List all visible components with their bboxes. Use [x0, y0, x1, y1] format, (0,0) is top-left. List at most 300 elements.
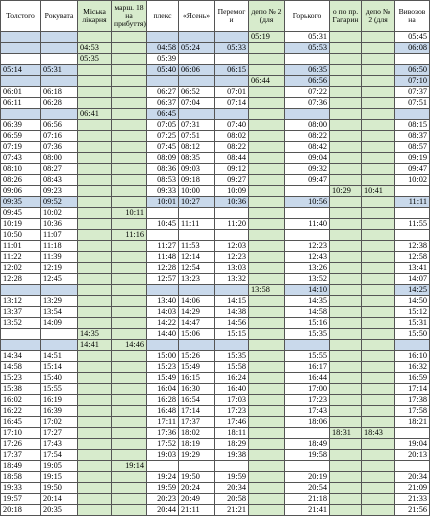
time-cell: 18:11: [215, 428, 249, 439]
time-cell: 16:45: [1, 417, 41, 428]
time-cell: [215, 208, 249, 219]
time-cell: [78, 208, 112, 219]
time-cell: 19:59: [147, 483, 179, 494]
time-cell: 05:19: [249, 32, 285, 43]
table-row: [1, 164, 430, 175]
time-cell: [395, 428, 430, 439]
time-cell: [249, 241, 285, 252]
time-cell: 06:39: [1, 120, 41, 131]
time-cell: 07:14: [215, 98, 249, 109]
time-cell: [362, 208, 395, 219]
time-cell: [249, 318, 285, 329]
time-cell: 20:44: [147, 505, 179, 516]
time-cell: [112, 329, 147, 340]
time-cell: [112, 186, 147, 197]
time-cell: [249, 175, 285, 186]
time-cell: 08:15: [395, 120, 430, 131]
time-cell: 20:19: [285, 472, 330, 483]
time-cell: 11:22: [1, 252, 41, 263]
time-cell: 08:27: [41, 164, 78, 175]
time-cell: 11:11: [395, 197, 430, 208]
time-cell: 10:50: [1, 230, 41, 241]
time-cell: [249, 230, 285, 241]
table-row: [1, 406, 430, 417]
table-row: [1, 109, 430, 120]
time-cell: [78, 472, 112, 483]
time-cell: [78, 230, 112, 241]
time-cell: [78, 252, 112, 263]
time-cell: 18:29: [215, 439, 249, 450]
time-cell: 14:58: [1, 362, 41, 373]
time-cell: 07:05: [147, 120, 179, 131]
time-cell: 16:30: [179, 384, 215, 395]
time-cell: 09:52: [41, 197, 78, 208]
time-cell: [330, 197, 362, 208]
time-cell: [112, 395, 147, 406]
time-cell: 08:43: [41, 175, 78, 186]
time-cell: [362, 54, 395, 65]
time-cell: 15:15: [215, 329, 249, 340]
time-cell: [112, 439, 147, 450]
time-cell: 13:54: [41, 307, 78, 318]
time-cell: [362, 483, 395, 494]
time-cell: [249, 428, 285, 439]
time-cell: [249, 296, 285, 307]
time-cell: 07:31: [179, 120, 215, 131]
time-cell: [215, 54, 249, 65]
time-cell: 21:56: [395, 505, 430, 516]
time-cell: [362, 98, 395, 109]
time-cell: 07:36: [41, 142, 78, 153]
time-cell: [179, 461, 215, 472]
time-cell: 06:06: [179, 65, 215, 76]
time-cell: [112, 505, 147, 516]
time-cell: [78, 483, 112, 494]
time-cell: 17:00: [285, 384, 330, 395]
time-cell: [330, 230, 362, 241]
time-cell: 12:43: [285, 252, 330, 263]
time-cell: [78, 285, 112, 296]
table-row: [1, 76, 430, 87]
time-cell: [249, 384, 285, 395]
time-cell: 09:45: [1, 208, 41, 219]
time-cell: [330, 164, 362, 175]
time-cell: [112, 219, 147, 230]
time-cell: [249, 362, 285, 373]
time-cell: [249, 142, 285, 153]
stop-header-11: Вивозов на: [395, 1, 430, 32]
time-cell: [112, 351, 147, 362]
time-cell: 08:57: [395, 142, 430, 153]
time-cell: [249, 54, 285, 65]
table-row: [1, 208, 430, 219]
time-cell: [362, 406, 395, 417]
time-cell: [249, 340, 285, 351]
time-cell: 10:27: [179, 197, 215, 208]
time-cell: [362, 175, 395, 186]
time-cell: [249, 406, 285, 417]
time-cell: 15:50: [395, 329, 430, 340]
time-cell: [330, 318, 362, 329]
time-cell: [78, 153, 112, 164]
time-cell: 17:14: [179, 406, 215, 417]
time-cell: [249, 461, 285, 472]
time-cell: 19:15: [41, 472, 78, 483]
time-cell: [249, 65, 285, 76]
time-cell: 10:02: [41, 208, 78, 219]
time-cell: [330, 175, 362, 186]
time-cell: 07:37: [395, 87, 430, 98]
table-row: [1, 450, 430, 461]
time-cell: [41, 54, 78, 65]
time-cell: [362, 472, 395, 483]
time-cell: 12:28: [1, 274, 41, 285]
time-cell: [41, 43, 78, 54]
time-cell: 20:58: [215, 494, 249, 505]
time-cell: [330, 274, 362, 285]
time-cell: 06:50: [395, 65, 430, 76]
time-cell: [78, 197, 112, 208]
time-cell: [330, 450, 362, 461]
time-cell: [330, 505, 362, 516]
time-cell: [78, 428, 112, 439]
time-cell: 08:22: [285, 131, 330, 142]
time-cell: [362, 241, 395, 252]
time-cell: [112, 153, 147, 164]
time-cell: 08:00: [41, 153, 78, 164]
time-cell: 09:18: [179, 175, 215, 186]
time-cell: 08:10: [1, 164, 41, 175]
time-cell: [285, 428, 330, 439]
time-cell: 20:13: [395, 450, 430, 461]
time-cell: [78, 164, 112, 175]
time-cell: 19:38: [215, 450, 249, 461]
time-cell: 15:00: [147, 351, 179, 362]
time-cell: 14:40: [147, 329, 179, 340]
time-cell: [112, 76, 147, 87]
time-cell: 16:32: [395, 362, 430, 373]
time-cell: 15:12: [395, 307, 430, 318]
time-cell: 10:41: [362, 186, 395, 197]
table-row: [1, 219, 430, 230]
time-cell: 06:01: [1, 87, 41, 98]
time-cell: [362, 153, 395, 164]
time-cell: 06:45: [147, 109, 179, 120]
time-cell: 14:03: [147, 307, 179, 318]
time-cell: 18:02: [179, 428, 215, 439]
time-cell: 05:33: [215, 43, 249, 54]
time-cell: [112, 318, 147, 329]
time-cell: [330, 307, 362, 318]
time-cell: 17:37: [179, 417, 215, 428]
time-cell: [78, 395, 112, 406]
time-cell: [249, 120, 285, 131]
time-cell: 09:03: [179, 164, 215, 175]
time-cell: 15:14: [41, 362, 78, 373]
time-cell: [78, 384, 112, 395]
time-cell: [362, 340, 395, 351]
time-cell: 14:41: [78, 340, 112, 351]
time-cell: [330, 241, 362, 252]
time-cell: [362, 505, 395, 516]
time-cell: [330, 54, 362, 65]
time-cell: [112, 241, 147, 252]
table-row: [1, 296, 430, 307]
time-cell: [78, 263, 112, 274]
time-cell: [362, 351, 395, 362]
time-cell: [330, 32, 362, 43]
time-cell: 15:06: [179, 329, 215, 340]
time-cell: 07:19: [1, 142, 41, 153]
time-cell: 14:35: [285, 296, 330, 307]
table-row: [1, 65, 430, 76]
time-cell: 16:39: [41, 406, 78, 417]
time-cell: 19:58: [285, 450, 330, 461]
time-cell: [249, 439, 285, 450]
time-cell: 17:23: [215, 406, 249, 417]
time-cell: [78, 318, 112, 329]
time-cell: 05:14: [1, 65, 41, 76]
time-cell: [78, 274, 112, 285]
time-cell: [78, 450, 112, 461]
time-cell: [362, 417, 395, 428]
time-cell: [362, 32, 395, 43]
time-cell: 08:44: [215, 153, 249, 164]
time-cell: 20:24: [179, 483, 215, 494]
table-row: [1, 153, 430, 164]
time-cell: [362, 120, 395, 131]
time-cell: [112, 483, 147, 494]
time-cell: [395, 230, 430, 241]
time-cell: 21:41: [285, 505, 330, 516]
time-cell: [330, 373, 362, 384]
time-cell: 16:40: [215, 384, 249, 395]
time-cell: [1, 54, 41, 65]
time-cell: [330, 406, 362, 417]
table-row: [1, 98, 430, 109]
time-cell: 17:43: [285, 406, 330, 417]
time-cell: 12:23: [215, 252, 249, 263]
time-cell: 19:04: [395, 439, 430, 450]
time-cell: 14:22: [147, 318, 179, 329]
time-cell: [78, 186, 112, 197]
time-cell: [395, 109, 430, 120]
time-cell: [112, 285, 147, 296]
time-cell: [249, 274, 285, 285]
time-cell: 08:00: [285, 120, 330, 131]
time-cell: [78, 296, 112, 307]
time-cell: 19:33: [1, 483, 41, 494]
time-cell: 11:01: [1, 241, 41, 252]
time-cell: [78, 351, 112, 362]
time-cell: 10:36: [41, 219, 78, 230]
time-cell: [78, 175, 112, 186]
stop-header-5: «Ясень»: [179, 1, 215, 32]
time-cell: [249, 252, 285, 263]
table-row: [1, 241, 430, 252]
time-cell: 14:51: [41, 351, 78, 362]
time-cell: 17:52: [147, 439, 179, 450]
time-cell: 08:37: [395, 131, 430, 142]
time-cell: [112, 43, 147, 54]
time-cell: [78, 307, 112, 318]
time-cell: 04:58: [147, 43, 179, 54]
time-cell: [330, 472, 362, 483]
time-cell: 07:51: [179, 131, 215, 142]
time-cell: 08:09: [147, 153, 179, 164]
time-cell: 12:19: [41, 263, 78, 274]
time-cell: 15:58: [215, 362, 249, 373]
time-cell: 11:16: [112, 230, 147, 241]
time-cell: [1, 43, 41, 54]
time-cell: [1, 329, 41, 340]
time-cell: [78, 362, 112, 373]
time-cell: 13:23: [179, 274, 215, 285]
time-cell: 19:59: [215, 472, 249, 483]
time-cell: [330, 65, 362, 76]
time-cell: [362, 131, 395, 142]
time-cell: 17:37: [1, 450, 41, 461]
stop-header-6: Перемог и: [215, 1, 249, 32]
time-cell: 12:58: [395, 252, 430, 263]
time-cell: [1, 285, 41, 296]
time-cell: 16:15: [179, 373, 215, 384]
time-cell: 12:54: [179, 263, 215, 274]
time-cell: [78, 219, 112, 230]
time-cell: [330, 483, 362, 494]
time-cell: [112, 384, 147, 395]
time-cell: 17:38: [395, 395, 430, 406]
time-cell: 09:04: [285, 153, 330, 164]
time-cell: [147, 32, 179, 43]
time-cell: [330, 142, 362, 153]
time-cell: 14:58: [285, 307, 330, 318]
time-cell: 21:09: [395, 483, 430, 494]
time-cell: 19:50: [41, 483, 78, 494]
time-cell: [362, 197, 395, 208]
time-cell: [362, 164, 395, 175]
time-cell: 17:27: [41, 428, 78, 439]
stop-header-8: Горького: [285, 1, 330, 32]
time-cell: 11:11: [179, 219, 215, 230]
time-cell: 05:31: [285, 32, 330, 43]
time-cell: 15:35: [215, 351, 249, 362]
time-cell: [78, 373, 112, 384]
time-cell: 14:10: [285, 285, 330, 296]
time-cell: [112, 164, 147, 175]
time-cell: 19:05: [41, 461, 78, 472]
time-cell: 07:04: [179, 98, 215, 109]
time-cell: 20:34: [215, 483, 249, 494]
time-cell: [249, 263, 285, 274]
time-cell: 10:11: [112, 208, 147, 219]
time-cell: 05:31: [41, 65, 78, 76]
time-cell: [362, 461, 395, 472]
time-cell: [179, 32, 215, 43]
time-cell: [112, 494, 147, 505]
time-cell: 15:23: [1, 373, 41, 384]
time-cell: 14:38: [215, 307, 249, 318]
time-cell: 08:26: [1, 175, 41, 186]
time-cell: [112, 142, 147, 153]
time-cell: 09:33: [147, 186, 179, 197]
time-cell: 17:58: [395, 406, 430, 417]
time-cell: [330, 329, 362, 340]
table-row: [1, 120, 430, 131]
table-row: [1, 131, 430, 142]
time-cell: 12:03: [215, 241, 249, 252]
time-cell: 06:56: [285, 76, 330, 87]
time-cell: 07:51: [395, 98, 430, 109]
time-cell: 11:53: [179, 241, 215, 252]
time-cell: [330, 263, 362, 274]
time-cell: 05:53: [285, 43, 330, 54]
time-cell: [249, 505, 285, 516]
time-cell: [112, 450, 147, 461]
time-cell: 10:00: [179, 186, 215, 197]
time-cell: 08:36: [147, 164, 179, 175]
time-cell: [249, 153, 285, 164]
time-cell: [112, 109, 147, 120]
time-cell: [249, 186, 285, 197]
time-cell: 11:27: [147, 241, 179, 252]
time-cell: 18:21: [395, 417, 430, 428]
time-cell: [395, 340, 430, 351]
stop-header-0: Толстого: [1, 1, 41, 32]
time-cell: [112, 98, 147, 109]
time-cell: 06:11: [1, 98, 41, 109]
table-row: [1, 285, 430, 296]
time-cell: 10:01: [147, 197, 179, 208]
time-cell: [395, 208, 430, 219]
time-cell: 09:27: [215, 175, 249, 186]
time-cell: [249, 472, 285, 483]
time-cell: [249, 329, 285, 340]
time-cell: [285, 461, 330, 472]
time-cell: [179, 109, 215, 120]
time-cell: [362, 263, 395, 274]
time-cell: [112, 417, 147, 428]
time-cell: [330, 98, 362, 109]
time-cell: [362, 450, 395, 461]
table-row: [1, 428, 430, 439]
time-cell: 07:43: [1, 153, 41, 164]
time-cell: [1, 32, 41, 43]
table-row: [1, 252, 430, 263]
table-row: [1, 373, 430, 384]
time-cell: [395, 186, 430, 197]
time-cell: [179, 208, 215, 219]
time-cell: 13:37: [1, 307, 41, 318]
table-row: [1, 263, 430, 274]
time-cell: 17:46: [215, 417, 249, 428]
time-cell: 13:12: [1, 296, 41, 307]
time-cell: [112, 175, 147, 186]
time-cell: 17:54: [41, 450, 78, 461]
time-cell: 21:33: [395, 494, 430, 505]
time-cell: [285, 54, 330, 65]
time-cell: [249, 43, 285, 54]
time-cell: [249, 219, 285, 230]
time-cell: [362, 285, 395, 296]
time-cell: 11:20: [215, 219, 249, 230]
time-cell: 07:36: [285, 98, 330, 109]
time-cell: 09:12: [215, 164, 249, 175]
time-cell: 06:08: [395, 43, 430, 54]
time-cell: 04:53: [78, 43, 112, 54]
time-cell: 09:47: [395, 164, 430, 175]
time-cell: [249, 483, 285, 494]
